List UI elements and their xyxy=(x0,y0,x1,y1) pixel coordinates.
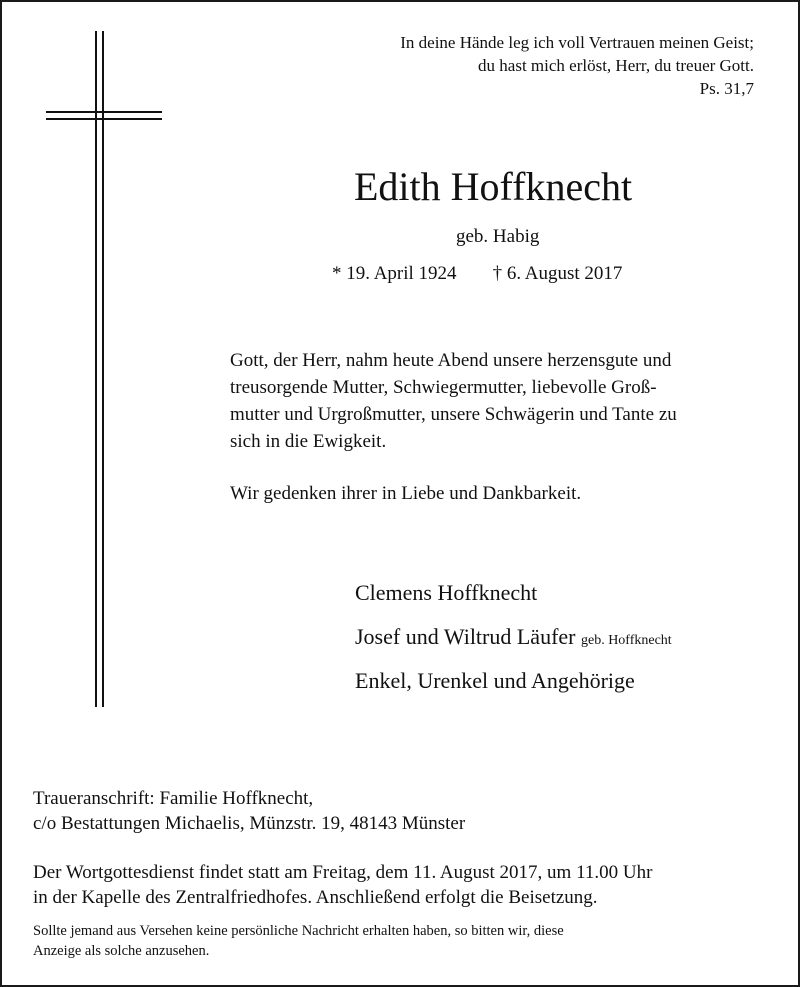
message-line: Gott, der Herr, nahm heute Abend unsere herzensgute und xyxy=(230,350,672,371)
message-line: mutter und Urgroßmutter, unsere Schwägerin und Tante zu xyxy=(230,404,677,425)
psalm-line: In deine Hände leg ich voll Vertrauen meinen Geist; xyxy=(400,33,754,52)
cross-horizontal-line-top xyxy=(46,111,162,113)
psalm-reference: Ps. 31,7 xyxy=(699,79,754,98)
mourning-address xyxy=(33,786,465,836)
service-info xyxy=(33,860,652,910)
message-line: sich in die Ewigkeit. xyxy=(230,431,387,452)
notice-line: Anzeige als solche anzusehen. xyxy=(33,943,210,959)
cross-vertical-line-right xyxy=(102,31,104,707)
deceased-name: Edith Hoffknecht xyxy=(354,164,633,209)
death-date: † 6. August 2017 xyxy=(492,263,623,284)
mourner xyxy=(355,626,672,648)
message-paragraph xyxy=(230,347,785,455)
obituary-message xyxy=(230,347,785,507)
message-remembrance: Wir gedenken ihrer in Liebe und Dankbarkeit. xyxy=(230,483,582,504)
mourner-name: Clemens Hoffknecht xyxy=(355,580,538,605)
mourner-note: geb. Hoffknecht xyxy=(580,633,672,648)
mourner-name: Josef und Wiltrud Läufer xyxy=(355,624,576,649)
maiden-name: geb. Habig xyxy=(456,226,540,247)
cross-horizontal-line-bottom xyxy=(46,118,162,120)
service-line: in der Kapelle des Zentralfriedhofes. Anschließend erfolgt die Beisetzung. xyxy=(33,887,598,908)
address-line: c/o Bestattungen Michaelis, Münzstr. 19, 48143 Münster xyxy=(33,813,466,834)
birth-date: * 19. April 1924 xyxy=(332,263,457,284)
service-line: Der Wortgottesdienst findet statt am Freitag, dem 11. August 2017, um 11.00 Uhr xyxy=(33,862,653,883)
mourners-list xyxy=(355,582,672,714)
address-line: Traueranschrift: Familie Hoffknecht, xyxy=(33,788,314,809)
cross-vertical-line-left xyxy=(95,31,97,707)
psalm-line: du hast mich erlöst, Herr, du treuer Gott. xyxy=(478,56,754,75)
life-dates xyxy=(332,261,622,287)
notice-text xyxy=(33,921,564,961)
mourner-name: Enkel, Urenkel und Angehörige xyxy=(355,668,635,693)
psalm-quote xyxy=(400,31,754,100)
message-line: treusorgende Mutter, Schwiegermutter, liebevolle Groß- xyxy=(230,377,657,398)
notice-line: Sollte jemand aus Versehen keine persönliche Nachricht erhalten haben, so bitten wir, diese xyxy=(33,923,564,939)
mourner xyxy=(355,582,672,604)
mourner xyxy=(355,670,672,692)
